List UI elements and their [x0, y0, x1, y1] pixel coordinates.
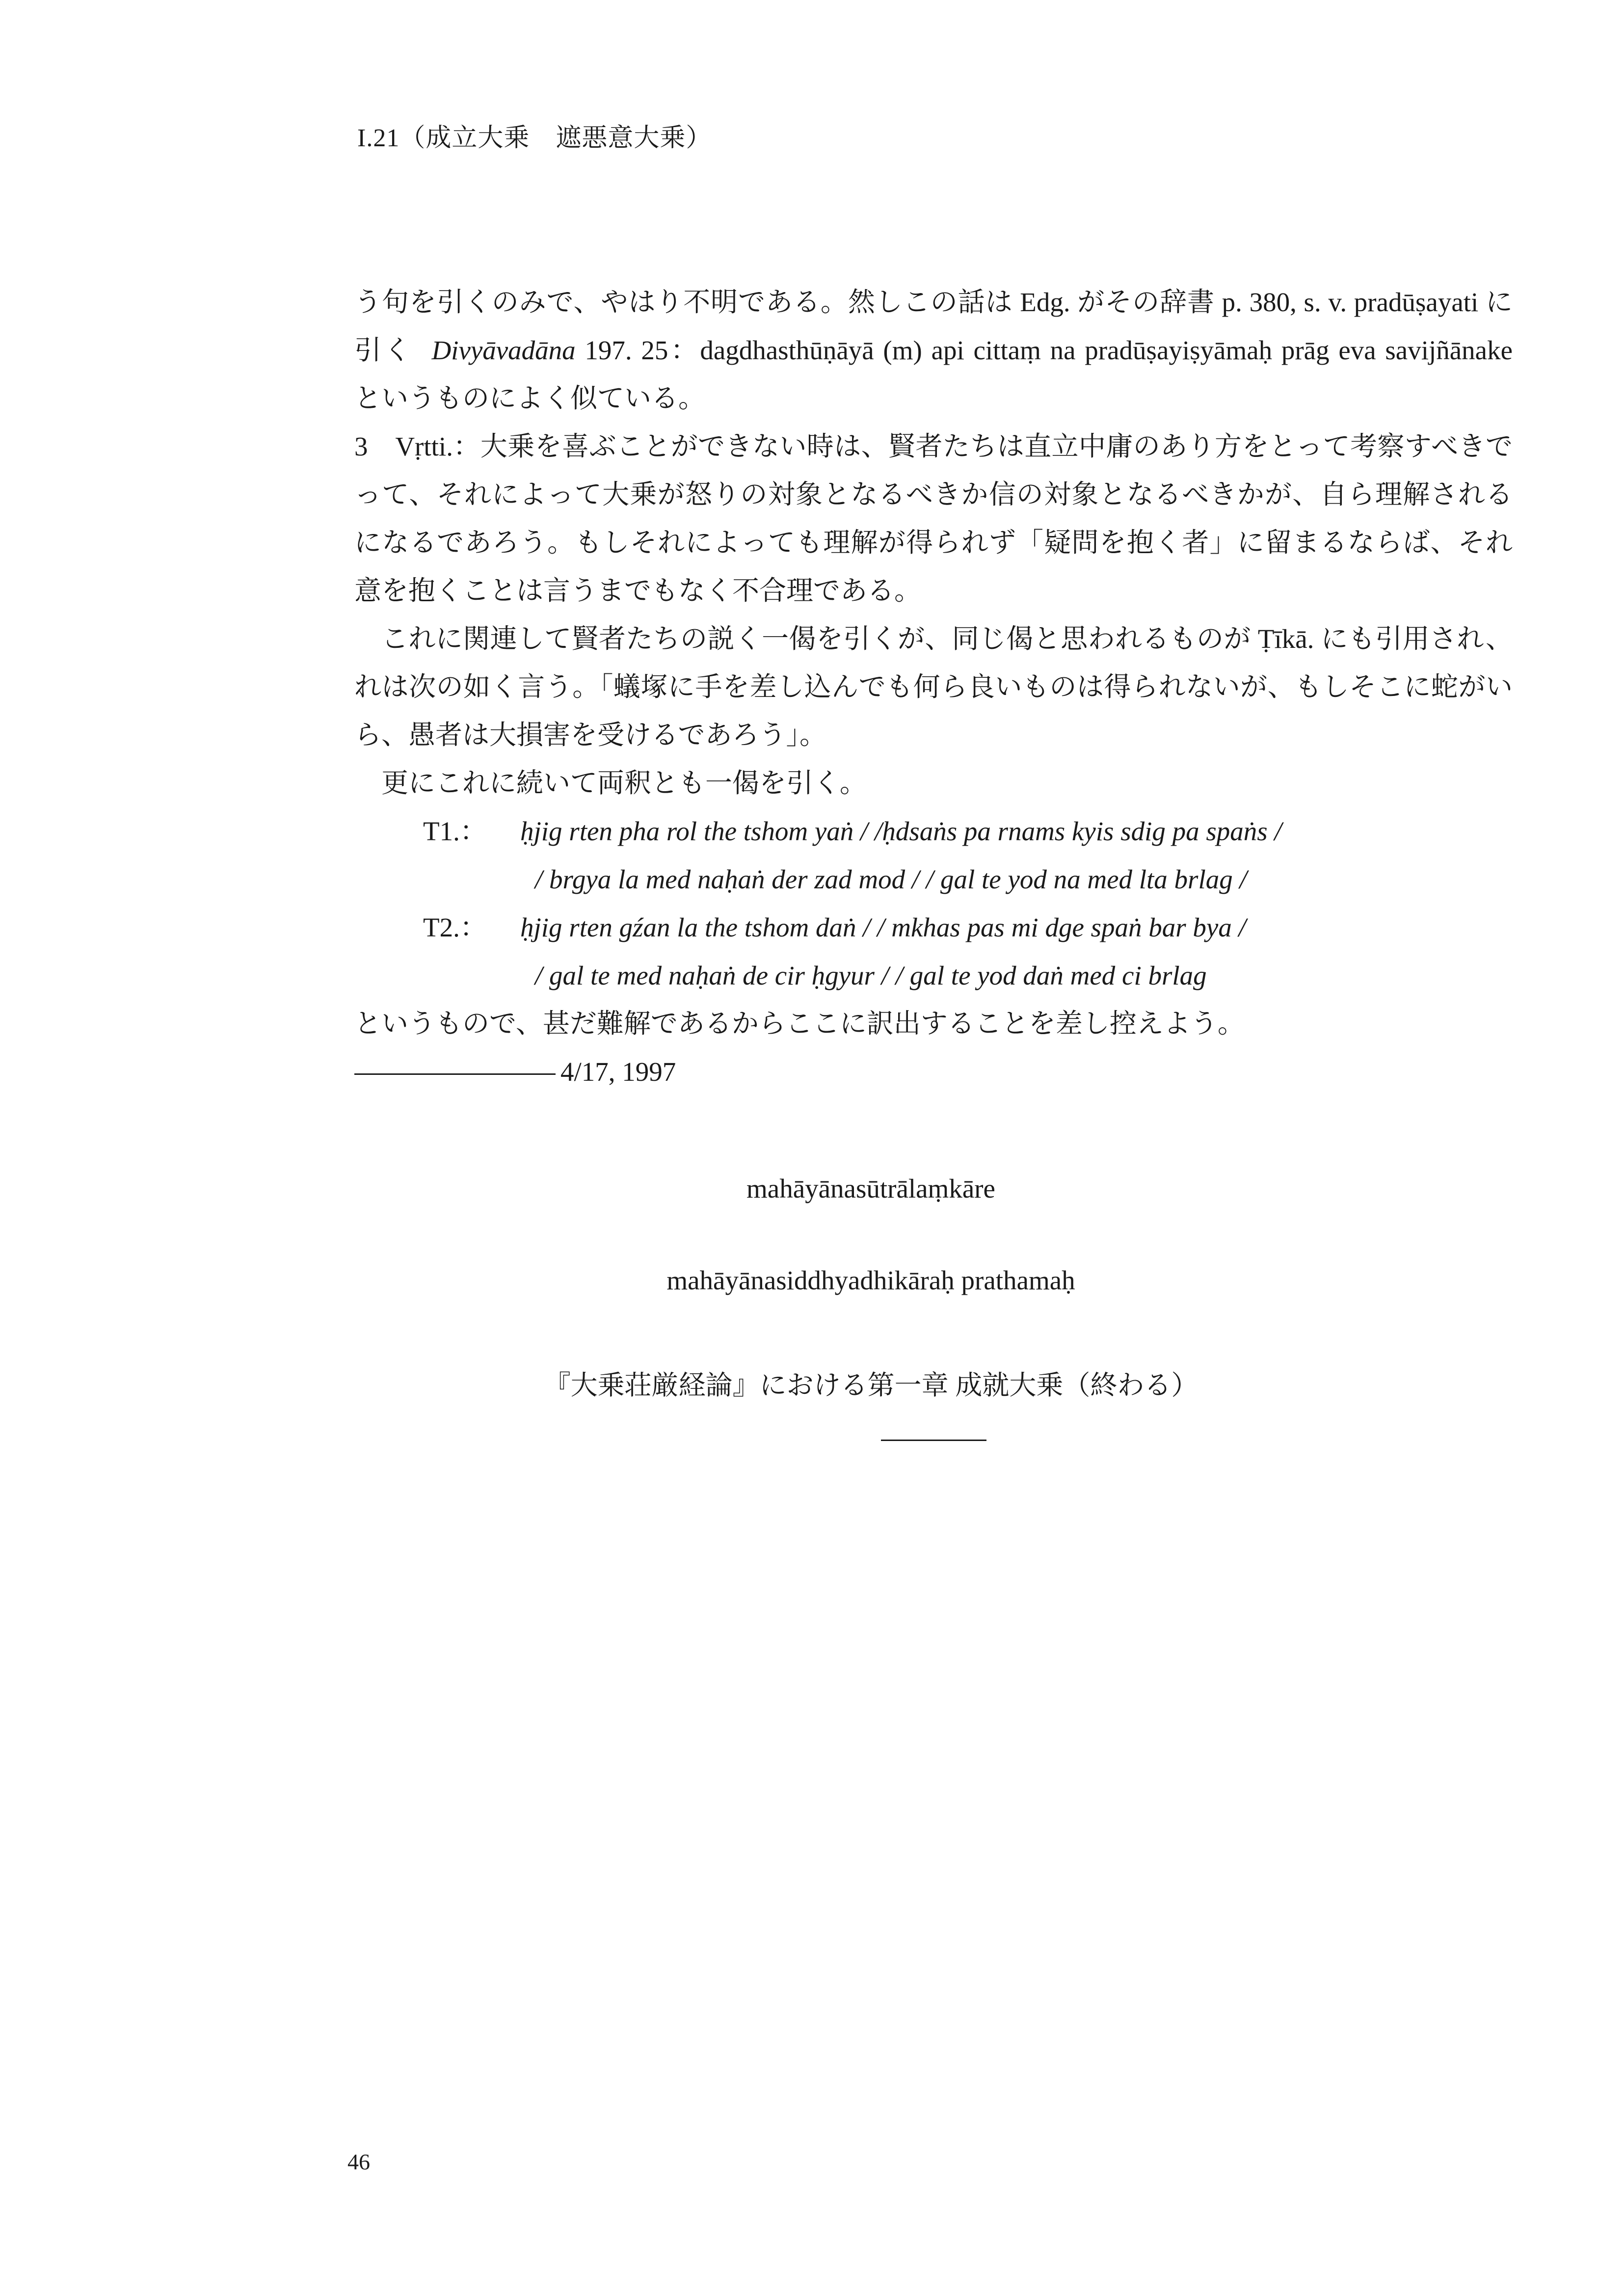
note-3-line-4: 意を抱くことは言うまでもなく不合理である。 [354, 576, 922, 606]
closing-line: というもので、甚だ難解であるからここに訳出することを差し控えよう。 [354, 1009, 1245, 1039]
page-number: 46 [347, 2149, 370, 2174]
running-header: I.21（成立大乗 遮悪意大乗） [357, 124, 712, 152]
body-line-1: う句を引くのみで、やはり不明である。然しこの話は Edg. がその辞書 p. 380, s. v. pradūṣayati に [354, 287, 1513, 317]
colophon-chapter-title: mahāyānasiddhyadhikāraḥ prathamaḥ [666, 1265, 1075, 1295]
date-rule [354, 1073, 556, 1075]
body-line-2-rest: 197. 25：dagdhasthūṇāyā (m) api cittaṃ na pradūṣayiṣyāmaḥ prāg eva savijñānake [585, 335, 1513, 365]
end-rule [881, 1440, 986, 1441]
para-2-line-1: これに関連して賢者たちの説く一偈を引くが、同じ偈と思われるものが Ṭīkā. にも引用され、 [381, 624, 1513, 654]
date-signature [354, 1048, 1513, 1096]
para-3-line-1: 更にこれに続いて両釈とも一偈を引く。 [381, 768, 867, 798]
note-3-line-1: 3 Vṛtti.：大乗を喜ぶことができない時は、賢者たちは直立中庸のあり方をとって考察すべきで [354, 431, 1513, 461]
verse-t2-text-1: ḥjig rten gźan la the tshom daṅ / / mkhas pas mi dge spaṅ bar bya / [520, 912, 1246, 942]
verse-t1-label: T1.： [423, 816, 487, 846]
note-3-line-3: になるであろう。もしそれによっても理解が得られず「疑問を抱く者」に留まるならば、それ [354, 528, 1513, 558]
verse-t1-line-2 [354, 855, 1513, 904]
body-line-3: というものによく似ている。 [354, 383, 706, 413]
body-line-2-prefix: 引く [354, 335, 413, 365]
verse-t1-text-2: / brgya la med naḥaṅ der zad mod / / gal te yod na med lta brlag / [535, 864, 1247, 894]
para-2-line-2: れは次の如く言う。「蟻塚に手を差し込んでも何ら良いものは得られないが、もしそこに蛇がい [354, 672, 1513, 702]
verse-t1-text-1: ḥjig rten pha rol the tshom yaṅ / /ḥdsaṅs pa rnams kyis sdig pa spaṅs / [520, 816, 1282, 846]
divyavadana-title: Divyāvadāna [431, 335, 576, 365]
colophon-sanskrit-title: mahāyānasūtrālaṃkāre [746, 1174, 995, 1203]
verse-t2-line-1 [354, 904, 1513, 952]
verse-t2-line-2 [354, 952, 1513, 1000]
verse-t1-line-1 [354, 807, 1513, 855]
colophon-japanese: 『大乗荘厳経論』における第一章 成就大乗（終わる） [543, 1370, 1198, 1400]
note-3-line-2: って、それによって大乗が怒りの対象となるべきか信の対象となるべきかが、自ら理解される [354, 480, 1513, 509]
body-text [354, 278, 1513, 1096]
date-text: 4/17, 1997 [560, 1057, 676, 1087]
body-line-2 [354, 326, 1513, 374]
para-2-line-3: ら、愚者は大損害を受けるであろう」。 [354, 720, 826, 750]
verse-t2-text-2: / gal te med naḥaṅ de cir ḥgyur / / gal te yod daṅ med ci brlag [535, 961, 1207, 990]
verse-t2-label: T2.： [423, 912, 487, 942]
